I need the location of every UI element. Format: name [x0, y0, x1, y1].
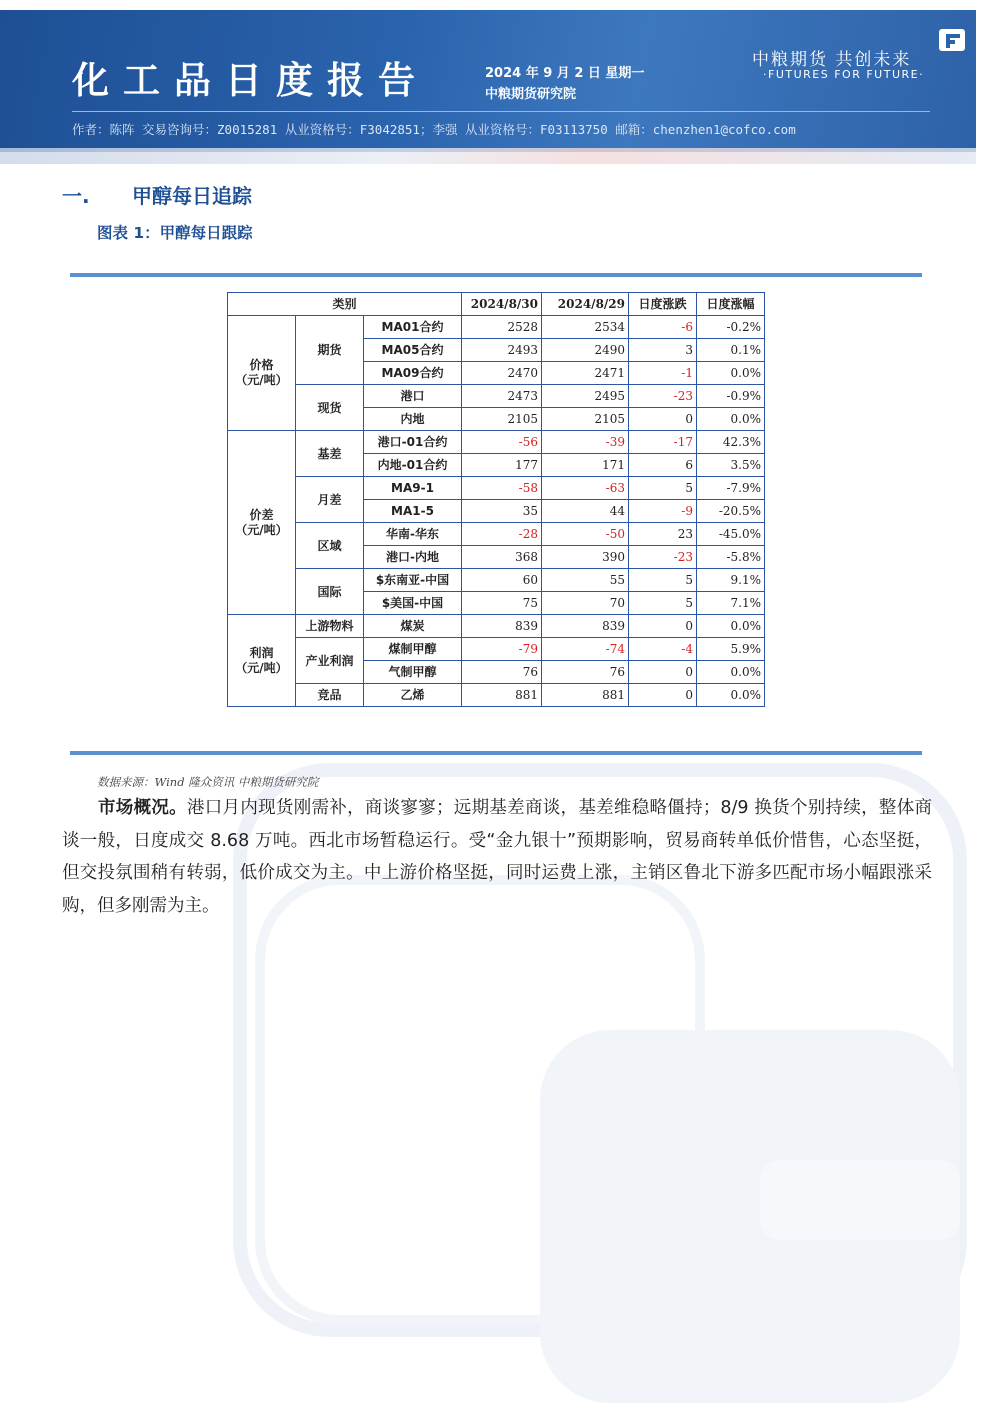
cell-daily-change: -17	[629, 431, 697, 454]
table-header-row	[228, 293, 765, 316]
header-daily-change: 日度涨跌	[629, 293, 697, 316]
table-row	[228, 615, 765, 638]
cell-value-0830: -79	[462, 638, 542, 661]
cell-daily-pct: 9.1%	[697, 569, 765, 592]
cell-value-0830: 2470	[462, 362, 542, 385]
cell-daily-pct: 0.0%	[697, 684, 765, 707]
table-row	[228, 477, 765, 500]
cell-daily-change: -1	[629, 362, 697, 385]
cell-daily-pct: -7.9%	[697, 477, 765, 500]
cell-item: MA9-1	[364, 477, 462, 500]
cell-value-0830: 177	[462, 454, 542, 477]
cell-value-0829: 76	[542, 661, 629, 684]
cell-value-0829: 390	[542, 546, 629, 569]
table-row	[228, 385, 765, 408]
cell-daily-change: -23	[629, 385, 697, 408]
brand-name: 中粮期货 共创未来	[752, 50, 912, 70]
cell-item: $美国-中国	[364, 592, 462, 615]
section-number: 一.	[62, 184, 90, 208]
header-decoration-strip	[0, 148, 976, 164]
cell-value-0830: 75	[462, 592, 542, 615]
cell-daily-change: 5	[629, 569, 697, 592]
cell-item: 煤制甲醇	[364, 638, 462, 661]
cell-daily-pct: 0.1%	[697, 339, 765, 362]
cell-value-0830: 35	[462, 500, 542, 523]
cell-value-0830: -28	[462, 523, 542, 546]
cell-value-0829: 2471	[542, 362, 629, 385]
cell-value-0829: 55	[542, 569, 629, 592]
table-row	[228, 431, 765, 454]
cell-item: $东南亚-中国	[364, 569, 462, 592]
header-date-2: 2024/8/29	[542, 293, 629, 316]
group-label-price: 价格 （元/吨）	[228, 316, 296, 431]
cell-item: 港口-内地	[364, 546, 462, 569]
cell-value-0830: 2105	[462, 408, 542, 431]
cell-item: MA1-5	[364, 500, 462, 523]
cell-item: 乙烯	[364, 684, 462, 707]
cell-daily-pct: -45.0%	[697, 523, 765, 546]
cell-item: MA01合约	[364, 316, 462, 339]
header-date-1: 2024/8/30	[462, 293, 542, 316]
subgroup-label-month: 月差	[296, 477, 364, 523]
figure-title: 图表 1：甲醇每日跟踪	[97, 224, 253, 242]
table-row	[228, 569, 765, 592]
methanol-tracking-table	[227, 292, 765, 707]
cell-item: 气制甲醇	[364, 661, 462, 684]
cell-value-0829: 171	[542, 454, 629, 477]
cell-daily-pct: -0.9%	[697, 385, 765, 408]
cell-value-0830: -58	[462, 477, 542, 500]
cell-item: 港口	[364, 385, 462, 408]
cell-daily-change: 23	[629, 523, 697, 546]
cell-daily-change: -6	[629, 316, 697, 339]
cell-value-0830: 2493	[462, 339, 542, 362]
cell-value-0829: 2495	[542, 385, 629, 408]
cell-value-0829: 44	[542, 500, 629, 523]
table-row	[228, 523, 765, 546]
header-daily-pct: 日度涨幅	[697, 293, 765, 316]
cell-item: 内地	[364, 408, 462, 431]
cell-value-0829: 2490	[542, 339, 629, 362]
cell-item: MA05合约	[364, 339, 462, 362]
cell-daily-pct: 5.9%	[697, 638, 765, 661]
table-row	[228, 684, 765, 707]
cell-daily-pct: -5.8%	[697, 546, 765, 569]
cell-value-0830: 368	[462, 546, 542, 569]
table-bottom-rule	[70, 751, 922, 755]
header-category: 类别	[228, 293, 462, 316]
cell-daily-change: 0	[629, 661, 697, 684]
cell-daily-change: 0	[629, 684, 697, 707]
cell-value-0829: 70	[542, 592, 629, 615]
cell-daily-change: -9	[629, 500, 697, 523]
cell-value-0829: 881	[542, 684, 629, 707]
cell-value-0830: -56	[462, 431, 542, 454]
section-title-text: 甲醇每日追踪	[132, 184, 252, 208]
subgroup-label-spot: 现货	[296, 385, 364, 431]
cell-item: 港口-01合约	[364, 431, 462, 454]
paragraph-lead: 市场概况。	[98, 798, 187, 818]
cell-daily-pct: 0.0%	[697, 362, 765, 385]
cell-value-0829: 2534	[542, 316, 629, 339]
cell-daily-pct: -20.5%	[697, 500, 765, 523]
cell-daily-change: 3	[629, 339, 697, 362]
report-date: 2024 年 9 月 2 日 星期一	[485, 66, 645, 81]
cell-item: 华南-华东	[364, 523, 462, 546]
cell-daily-change: 5	[629, 477, 697, 500]
cell-value-0829: -63	[542, 477, 629, 500]
cell-value-0829: -39	[542, 431, 629, 454]
subgroup-label-region: 区域	[296, 523, 364, 569]
cell-value-0830: 2473	[462, 385, 542, 408]
section-title	[62, 180, 252, 209]
table-top-rule	[70, 273, 922, 277]
group-label-spread: 价差 （元/吨）	[228, 431, 296, 615]
subgroup-label-futures: 期货	[296, 316, 364, 385]
cell-daily-pct: 3.5%	[697, 454, 765, 477]
table-row	[228, 316, 765, 339]
author-line: 作者：陈阵 交易咨询号：Z0015281 从业资格号：F3042851；李强 从业资格号：F03113750 邮箱：chenzhen1@cofco.com	[72, 122, 796, 137]
subgroup-label-basis: 基差	[296, 431, 364, 477]
report-header	[0, 10, 976, 152]
cell-value-0829: 2105	[542, 408, 629, 431]
cell-daily-pct: -0.2%	[697, 316, 765, 339]
cell-daily-change: 0	[629, 615, 697, 638]
cell-value-0830: 76	[462, 661, 542, 684]
paragraph-body: 港口月内现货刚需补，商谈寥寥；远期基差商谈，基差维稳略僵持；8/9 换货个别持续，整体商谈一般，日度成交 8.68 万吨。西北市场暂稳运行。受“金九银十”预期影响，贸易商转单低价惜售，心态坚挺，但交投氛围稍有转弱，低价成交为主。中上游价格坚挺，同时运费上涨，主销区鲁北下游多匹配市场小幅跟涨采购，但多刚需为主。	[62, 798, 932, 916]
cell-daily-change: 0	[629, 408, 697, 431]
cell-daily-change: 6	[629, 454, 697, 477]
subgroup-label-industry: 产业利润	[296, 638, 364, 684]
cell-value-0830: 2528	[462, 316, 542, 339]
subgroup-label-upstream: 上游物料	[296, 615, 364, 638]
cell-daily-pct: 0.0%	[697, 661, 765, 684]
cell-item: MA09合约	[364, 362, 462, 385]
brand-slogan: ·FUTURES FOR FUTURE·	[763, 68, 925, 81]
cell-daily-change: -4	[629, 638, 697, 661]
header-divider	[72, 111, 930, 112]
market-overview-paragraph	[62, 792, 932, 922]
report-title: 化工品日度报告	[72, 59, 429, 102]
cell-item: 煤炭	[364, 615, 462, 638]
cell-daily-pct: 42.3%	[697, 431, 765, 454]
subgroup-label-competitor: 竞品	[296, 684, 364, 707]
cell-value-0829: 839	[542, 615, 629, 638]
data-source: 数据来源：Wind 隆众资讯 中粮期货研究院	[97, 775, 319, 789]
brand-logo-icon	[938, 28, 966, 52]
cell-value-0829: -74	[542, 638, 629, 661]
cell-value-0829: -50	[542, 523, 629, 546]
cell-value-0830: 839	[462, 615, 542, 638]
subgroup-label-intl: 国际	[296, 569, 364, 615]
report-org: 中粮期货研究院	[485, 87, 577, 102]
cell-daily-change: -23	[629, 546, 697, 569]
table-row	[228, 638, 765, 661]
cell-daily-change: 5	[629, 592, 697, 615]
cell-item: 内地-01合约	[364, 454, 462, 477]
cell-daily-pct: 7.1%	[697, 592, 765, 615]
cell-value-0830: 881	[462, 684, 542, 707]
cell-daily-pct: 0.0%	[697, 615, 765, 638]
cell-daily-pct: 0.0%	[697, 408, 765, 431]
group-label-profit: 利润 （元/吨）	[228, 615, 296, 707]
cell-value-0830: 60	[462, 569, 542, 592]
